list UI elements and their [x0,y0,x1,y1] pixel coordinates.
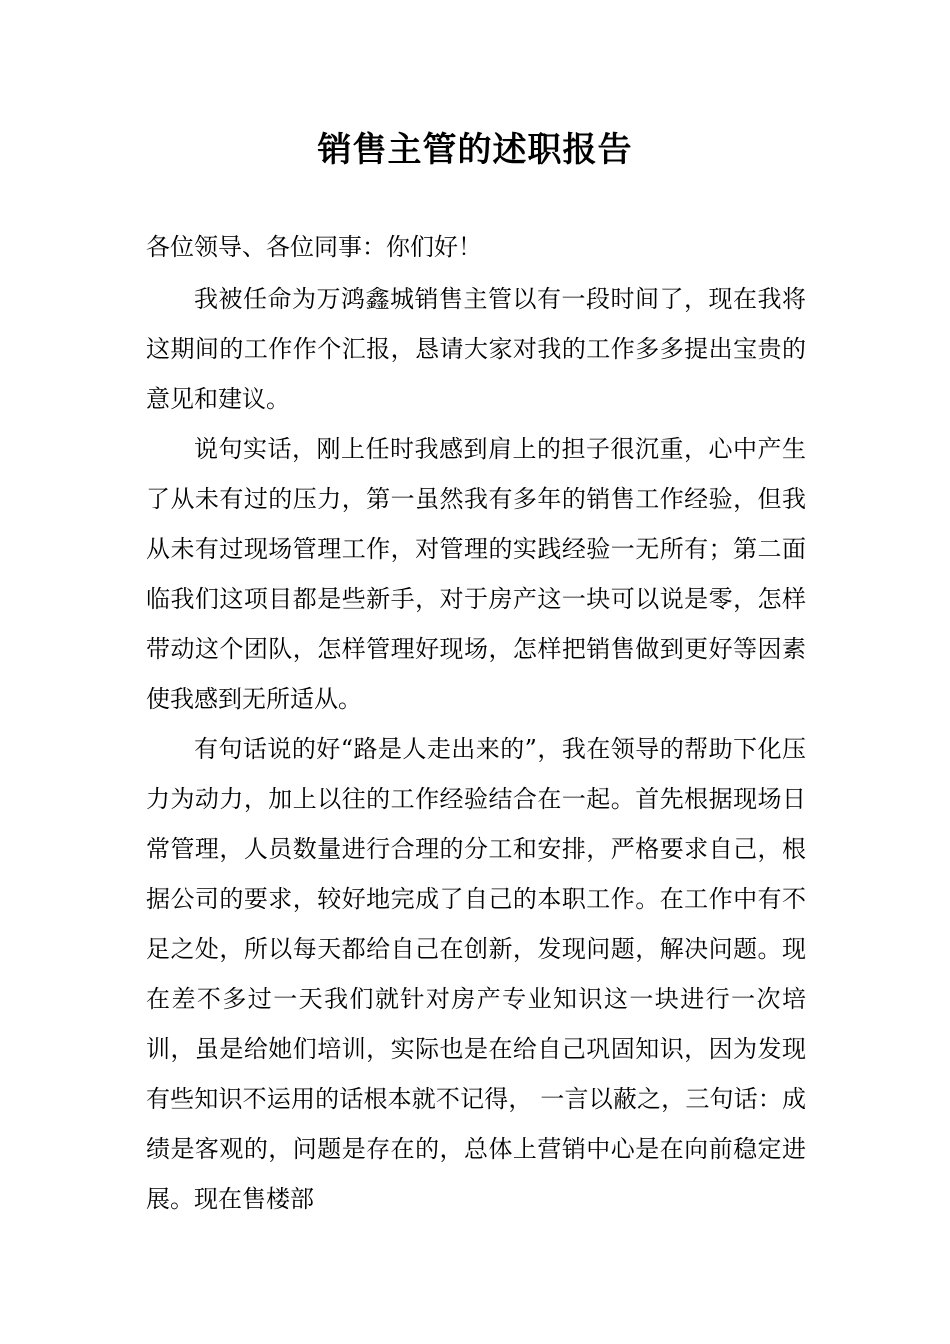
paragraph-2: 说句实话，刚上任时我感到肩上的担子很沉重，心中产生了从未有过的压力，第一虽然我有多年的销售工作经验，但我从未有过现场管理工作，对管理的实践经验一无所有；第二面临我们这项目都是些新手，对于房产这一块可以说是零，怎样带动这个团队，怎样管理好现场，怎样把销售做到更好等因素使我感到无所适从。 [146,435,806,713]
paragraph-1: 我被任命为万鸿鑫城销售主管以有一段时间了，现在我将这期间的工作作个汇报，恳请大家对我的工作多多提出宝贵的意见和建议。 [146,285,806,413]
document-body [146,274,806,1224]
paragraph-3: 有句话说的好“路是人走出来的”，我在领导的帮助下化压力为动力，加上以往的工作经验结合在一起。首先根据现场日常管理，人员数量进行合理的分工和安排，严格要求自己，根据公司的要求，较好地完成了自己的本职工作。在工作中有不足之处，所以每天都给自己在创新，发现问题，解决问题。现在差不多过一天我们就针对房产专业知识这一块进行一次培训，虽是给她们培训，实际也是在给自己巩固知识，因为发现有些知识不运用的话根本就不记得， 一言以蔽之，三句话：成绩是客观的，问题是存在的，总体上营销中心是在向前稳定进展。现在售楼部 [146,735,806,1213]
salutation: 各位领导、各位同事：你们好！ [146,233,482,261]
document-title: 销售主管的述职报告 [317,130,633,170]
